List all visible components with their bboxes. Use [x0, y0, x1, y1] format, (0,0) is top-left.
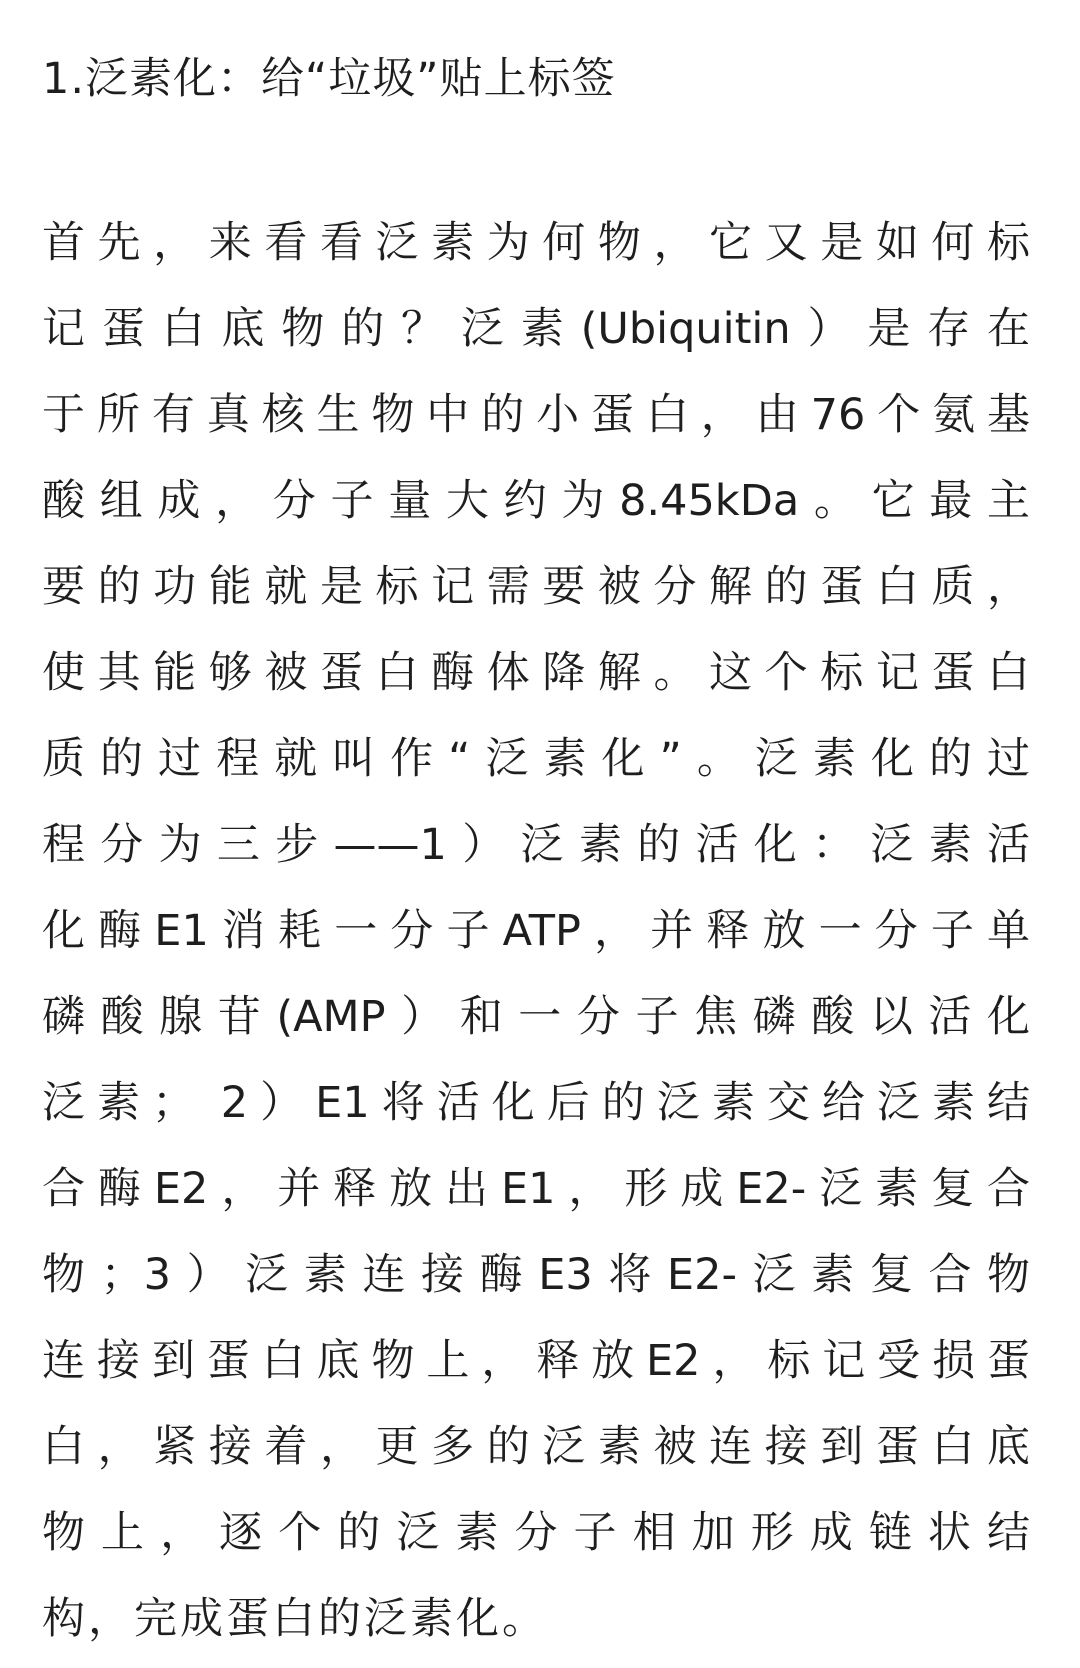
paragraph-line: 记蛋白底物的？泛素(Ubiquitin）是存在: [42, 304, 1030, 354]
paragraph-line: 连接到蛋白底物上，释放E2，标记受损蛋: [42, 1336, 1030, 1386]
article-heading: 1.泛素化：给“垃圾”贴上标签: [42, 54, 616, 104]
paragraph-line: 物上，逐个的泛素分子相加形成链状结: [42, 1508, 1030, 1558]
paragraph-line: 程分为三步——1）泛素的活化：泛素活: [42, 820, 1030, 870]
paragraph-line: 化酶E1消耗一分子ATP，并释放一分子单: [42, 906, 1030, 956]
paragraph-line: 物；3）泛素连接酶E3将E2-泛素复合物: [42, 1250, 1030, 1300]
paragraph-line: 首先，来看看泛素为何物，它又是如何标: [42, 218, 1030, 268]
paragraph-line: 于所有真核生物中的小蛋白，由76个氨基: [42, 390, 1030, 440]
paragraph-line: 合酶E2，并释放出E1，形成E2-泛素复合: [42, 1164, 1030, 1214]
paragraph-line: 要的功能就是标记需要被分解的蛋白质，: [42, 562, 1030, 612]
paragraph-line: 磷酸腺苷(AMP）和一分子焦磷酸以活化: [42, 992, 1030, 1042]
paragraph-line: 泛素； 2）E1将活化后的泛素交给泛素结: [42, 1078, 1030, 1128]
paragraph-line: 酸组成，分子量大约为8.45kDa。它最主: [42, 476, 1030, 526]
paragraph-line: 质的过程就叫作“泛素化”。泛素化的过: [42, 734, 1030, 784]
article-paragraph: [42, 200, 1042, 1662]
paragraph-line: 白，紧接着，更多的泛素被连接到蛋白底: [42, 1422, 1030, 1472]
paragraph-line: 构，完成蛋白的泛素化。: [42, 1594, 548, 1644]
paragraph-line: 使其能够被蛋白酶体降解。这个标记蛋白: [42, 648, 1030, 698]
